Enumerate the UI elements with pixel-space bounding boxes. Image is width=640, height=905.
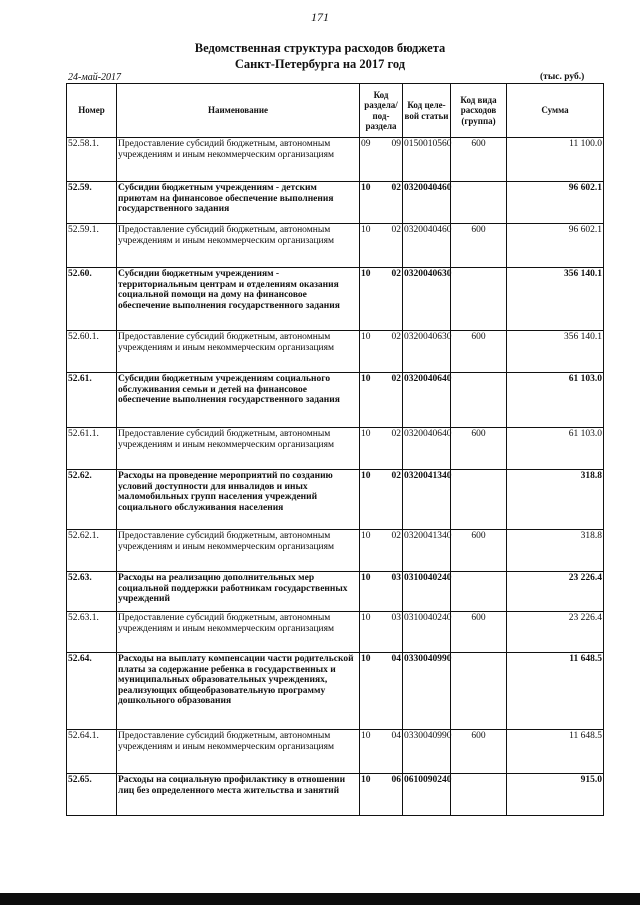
cell-subsection: 02	[387, 331, 403, 373]
table-row	[67, 373, 604, 428]
cell-name: Субсидии бюджетным учреждениям - территориальным центрам и отделениям оказания социальной помощи на дому на финансовое обеспечение выполнения государственного задания	[117, 268, 360, 331]
cell-expense-type	[451, 268, 507, 331]
header-expense-type: Код вида расходов (группа)	[451, 84, 507, 138]
cell-number: 52.58.1.	[67, 138, 117, 182]
table-row	[67, 530, 604, 572]
cell-target-code: 0150010560	[403, 138, 451, 182]
cell-number: 52.59.	[67, 182, 117, 224]
cell-number: 52.63.	[67, 572, 117, 612]
cell-number: 52.61.1.	[67, 428, 117, 470]
cell-target-code: 0320040630	[403, 331, 451, 373]
cell-number: 52.60.	[67, 268, 117, 331]
cell-section: 09	[360, 138, 387, 182]
cell-name: Расходы на проведение мероприятий по созданию условий доступности для инвалидов и иных маломобильных групп населения учреждений социального обслуживания населения	[117, 470, 360, 530]
cell-subsection: 02	[387, 470, 403, 530]
cell-sum: 11 100.0	[507, 138, 604, 182]
cell-subsection: 02	[387, 428, 403, 470]
cell-section: 10	[360, 428, 387, 470]
cell-section: 10	[360, 530, 387, 572]
page-number: 171	[311, 10, 329, 24]
cell-target-code: 0320041340	[403, 470, 451, 530]
cell-section: 10	[360, 774, 387, 816]
cell-name: Предоставление субсидий бюджетным, автономным учреждениям и иным некоммерческим организациям	[117, 530, 360, 572]
cell-target-code: 0330040990	[403, 653, 451, 730]
cell-target-code: 0320040460	[403, 182, 451, 224]
cell-sum: 356 140.1	[507, 268, 604, 331]
cell-section: 10	[360, 730, 387, 774]
cell-section: 10	[360, 470, 387, 530]
cell-section: 10	[360, 653, 387, 730]
cell-name: Предоставление субсидий бюджетным, автономным учреждениям и иным некоммерческим организациям	[117, 224, 360, 268]
cell-expense-type: 600	[451, 428, 507, 470]
cell-expense-type	[451, 470, 507, 530]
header-number: Номер	[67, 84, 117, 138]
cell-subsection: 02	[387, 373, 403, 428]
document-title	[0, 40, 640, 72]
cell-subsection: 02	[387, 530, 403, 572]
cell-expense-type	[451, 182, 507, 224]
cell-sum: 318.8	[507, 470, 604, 530]
cell-number: 52.59.1.	[67, 224, 117, 268]
cell-name: Субсидии бюджетным учреждениям социального обслуживания семьи и детей на финансовое обеспечение выполнения государственного задания	[117, 373, 360, 428]
cell-name: Предоставление субсидий бюджетным, автономным учреждениям и иным некоммерческим организациям	[117, 428, 360, 470]
cell-number: 52.63.1.	[67, 612, 117, 653]
cell-number: 52.62.	[67, 470, 117, 530]
cell-section: 10	[360, 331, 387, 373]
cell-sum: 915.0	[507, 774, 604, 816]
cell-name: Предоставление субсидий бюджетным, автономным учреждениям и иным некоммерческим организациям	[117, 612, 360, 653]
cell-number: 52.64.	[67, 653, 117, 730]
cell-expense-type	[451, 572, 507, 612]
cell-target-code: 0320040460	[403, 224, 451, 268]
cell-name: Расходы на социальную профилактику в отношении лиц без определенного места жительства и занятий	[117, 774, 360, 816]
table-row	[67, 470, 604, 530]
cell-expense-type: 600	[451, 331, 507, 373]
cell-target-code: 0330040990	[403, 730, 451, 774]
table-row	[67, 612, 604, 653]
unit-label: (тыс. руб.)	[540, 72, 585, 82]
cell-expense-type: 600	[451, 612, 507, 653]
cell-sum: 11 648.5	[507, 653, 604, 730]
table-row	[67, 331, 604, 373]
document-date: 24-май-2017	[68, 72, 122, 83]
cell-target-code: 0310040240	[403, 572, 451, 612]
table-row	[67, 572, 604, 612]
title-line-2: Санкт-Петербурга на 2017 год	[234, 57, 406, 71]
cell-sum: 11 648.5	[507, 730, 604, 774]
cell-expense-type	[451, 373, 507, 428]
cell-subsection: 02	[387, 224, 403, 268]
cell-name: Субсидии бюджетным учреждениям - детским приютам на финансовое обеспечение выполнения государственного задания	[117, 182, 360, 224]
cell-sum: 61 103.0	[507, 373, 604, 428]
table-row	[67, 774, 604, 816]
cell-number: 52.60.1.	[67, 331, 117, 373]
table-body	[67, 138, 604, 816]
cell-subsection: 04	[387, 653, 403, 730]
header-name: Наименование	[117, 84, 360, 138]
cell-section: 10	[360, 268, 387, 331]
table-row	[67, 138, 604, 182]
cell-subsection: 03	[387, 612, 403, 653]
cell-sum: 96 602.1	[507, 224, 604, 268]
cell-section: 10	[360, 224, 387, 268]
cell-section: 10	[360, 373, 387, 428]
header-target: Код целе-вой статьи	[403, 84, 451, 138]
cell-number: 52.61.	[67, 373, 117, 428]
header-section: Код раздела/ под-раздела	[360, 84, 403, 138]
cell-target-code: 0320040640	[403, 373, 451, 428]
cell-number: 52.62.1.	[67, 530, 117, 572]
cell-expense-type	[451, 653, 507, 730]
table-row	[67, 730, 604, 774]
cell-expense-type: 600	[451, 138, 507, 182]
budget-table	[66, 83, 604, 816]
cell-subsection: 04	[387, 730, 403, 774]
table-row	[67, 268, 604, 331]
title-line-1: Ведомственная структура расходов бюджета	[194, 41, 446, 55]
table-row	[67, 653, 604, 730]
cell-subsection: 06	[387, 774, 403, 816]
cell-sum: 23 226.4	[507, 572, 604, 612]
cell-sum: 356 140.1	[507, 331, 604, 373]
cell-name: Предоставление субсидий бюджетным, автономным учреждениям и иным некоммерческим организациям	[117, 138, 360, 182]
cell-target-code: 0320041340	[403, 530, 451, 572]
cell-expense-type: 600	[451, 530, 507, 572]
table-row	[67, 182, 604, 224]
header-sum: Сумма	[507, 84, 604, 138]
cell-subsection: 02	[387, 182, 403, 224]
cell-section: 10	[360, 572, 387, 612]
table-header-row	[67, 84, 604, 138]
cell-target-code: 0610090240	[403, 774, 451, 816]
cell-subsection: 09	[387, 138, 403, 182]
cell-sum: 96 602.1	[507, 182, 604, 224]
table-row	[67, 224, 604, 268]
cell-expense-type: 600	[451, 730, 507, 774]
cell-subsection: 02	[387, 268, 403, 331]
table-row	[67, 428, 604, 470]
cell-name: Предоставление субсидий бюджетным, автономным учреждениям и иным некоммерческим организациям	[117, 331, 360, 373]
cell-section: 10	[360, 182, 387, 224]
scan-edge	[0, 893, 640, 905]
cell-target-code: 0310040240	[403, 612, 451, 653]
cell-sum: 318.8	[507, 530, 604, 572]
cell-name: Расходы на выплату компенсации части родительской платы за содержание ребенка в государственных и муниципальных образовательных учреждениях, реализующих общеобразовательную программу дошкольного образования	[117, 653, 360, 730]
cell-number: 52.65.	[67, 774, 117, 816]
cell-number: 52.64.1.	[67, 730, 117, 774]
cell-section: 10	[360, 612, 387, 653]
cell-target-code: 0320040640	[403, 428, 451, 470]
cell-subsection: 03	[387, 572, 403, 612]
cell-name: Расходы на реализацию дополнительных мер социальной поддержки работникам государственных учреждений	[117, 572, 360, 612]
cell-target-code: 0320040630	[403, 268, 451, 331]
cell-name: Предоставление субсидий бюджетным, автономным учреждениям и иным некоммерческим организациям	[117, 730, 360, 774]
cell-expense-type	[451, 774, 507, 816]
cell-expense-type: 600	[451, 224, 507, 268]
cell-sum: 61 103.0	[507, 428, 604, 470]
cell-sum: 23 226.4	[507, 612, 604, 653]
